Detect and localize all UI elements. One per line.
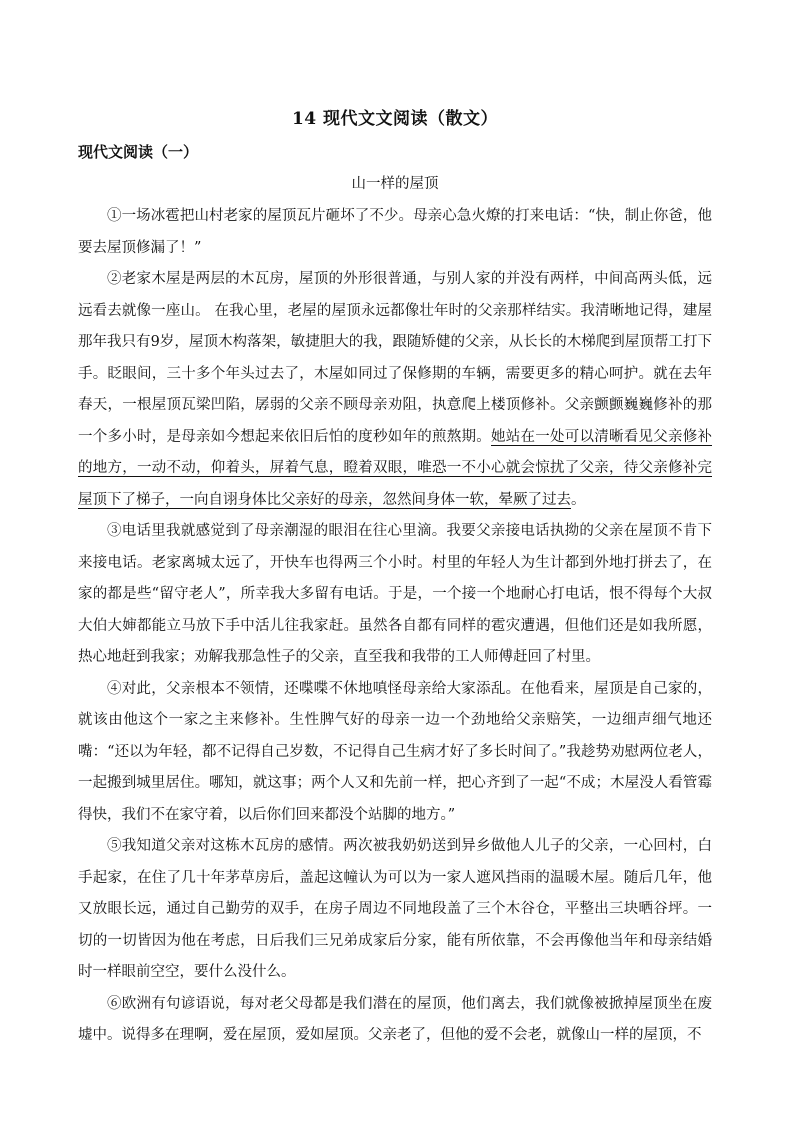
paragraph-text-end: 。 (571, 491, 586, 508)
paragraph-number: ③ (107, 523, 122, 539)
paragraph-number: ① (107, 208, 122, 224)
essay-title: 山一样的屋顶 (351, 176, 439, 192)
section-title: 现代文阅读（一） (78, 143, 199, 161)
underlined-passage: 她站在一处可以清晰看见父亲修补的地方，一动不动，仰着头，屏着气息，瞪着双眼，唯恐一不小心就会惊扰了父亲，待父亲修补完屋顶下了梯子，一向自诩身体比父亲好的母亲，忽然间身体一软，晕厥了过去 (78, 428, 712, 508)
paragraph-text: 我知道父亲对这栋木瓦房的感情。两次被我奶奶送到异乡做他人儿子的父亲，一心回村，白手起家，在住了几十年茅草房后，盖起这幢认为可以为一家人遮风挡雨的温暖木屋。随后几年，他又放眼长远，通过自己勤劳的双手，在房子周边不同地段盖了三个木谷仓，平整出三块晒谷坪。一切的一切皆因为他在考虑，日后我们三兄弟成家后分家，能有所依靠，不会再像他当年和母亲结婚时一样眼前空空，要什么没什么。 (78, 838, 712, 980)
paragraph-6 (78, 989, 712, 1052)
paragraph-text: 对此，父亲根本不领情，还喋喋不休地嗔怪母亲给大家添乱。在他看来，屋顶是自己家的，就该由他这个一家之主来修补。生性脾气好的母亲一边一个劲地给父亲赔笑，一边细声细气地还嘴：“还以为年轻，都不记得自己岁数，不记得自己生病才好了多长时间了。”我趁势劝慰两位老人，一起搬到城里居住。哪知，就这事；两个人又和先前一样，把心齐到了一起“不成；木屋没人看管霉得快，我们不在家守着，以后你们回来都没个站脚的地方。” (78, 680, 712, 823)
paragraph-number: ⑥ (107, 995, 122, 1012)
paragraph-number: ② (107, 271, 122, 287)
paragraph-1 (78, 201, 712, 264)
paragraph-number: ④ (107, 680, 122, 697)
paragraph-text: 欧洲有句谚语说，每对老父母都是我们潜在的屋顶，他们离去，我们就像被掀掉屋顶坐在废墟中。说得多在理啊，爱在屋顶，爱如屋顶。父亲老了，但他的爱不会老，就像山一样的屋顶，不 (78, 995, 712, 1043)
paragraph-4 (78, 674, 712, 832)
document-title: 14 现代文文阅读（散文） (291, 109, 499, 129)
paragraph-text: 电话里我就感觉到了母亲潮湿的眼泪在往心里滴。我要父亲接电话执拗的父亲在屋顶不肯下来接电话。老家离城太远了，开快车也得两三个小时。村里的年轻人为生计都到外地打拼去了，在家的都是些“留守老人”，所幸我大多留有电话。于是，一个接一个地耐心打电话，恨不得每个大叔大伯大婶都能立马放下手中活儿往我家赶。虽然各自都有同样的雹灾遭遇，但他们还是如我所愿，热心地赶到我家；劝解我那急性子的父亲，直至我和我带的工人师傅赶回了村里。 (78, 523, 712, 665)
paragraph-number: ⑤ (107, 838, 122, 854)
paragraph-text: 一场冰雹把山村老家的屋顶瓦片砸坏了不少。母亲心急火燎的打来电话：“快，制止你爸，他要去屋顶修漏了！” (78, 208, 712, 256)
paragraph-3 (78, 516, 712, 674)
paragraph-text: 老家木屋是两层的木瓦房，屋顶的外形很普通，与别人家的并没有两样，中间高两头低，远远看去就像一座山。 在我心里，老屋的屋顶永远都像壮年时的父亲那样结实。我清晰地记得，建屋那年我只有9岁，屋顶木构落架，敏捷胆大的我，跟随矫健的父亲，从长长的木梯爬到屋顶帮工打下手。眨眼间，三十多个年头过去了，木屋如同过了保修期的车辆，需要更多的精心呵护。就在去年春天，一根屋顶瓦梁凹陷，孱弱的父亲不顾母亲劝阻，执意爬上楼顶修补。父亲颤颤巍巍修补的那一个多小时，是母亲如今想起来依旧后怕的度秒如年的煎熬期。 (78, 271, 712, 445)
paragraph-2 (78, 264, 712, 516)
paragraph-5 (78, 831, 712, 989)
